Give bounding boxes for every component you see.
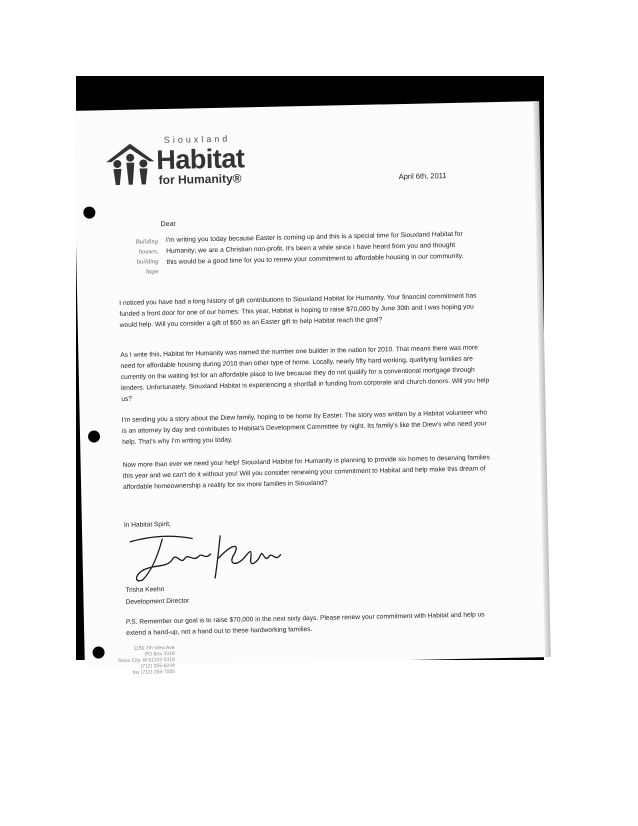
intro-paragraph: I'm writing you today because Easter is coming up and this is a special time for Siouxland Habitat for Humanity; we are a Christian non-profit. It's been a while since I have heard from you and thought this would be a good time for you to renew your commitment to affordable housing in our community. xyxy=(165,230,464,266)
body-paragraph: I noticed you have had a long history of gift contributions to Siouxland Habitat for Humanity. Your financial commitment has funded a front door for one of our homes. This year, Habitat is hoping to raise $70,000 by June 30th and I was hoping you would help. Will you consider a gift of $50 as an Easter gift to help Habitat reach the goal? xyxy=(119,292,477,329)
salutation: Dear xyxy=(160,220,176,229)
closing: In Habitat Spirit, xyxy=(123,520,171,529)
tagline xyxy=(122,237,159,278)
punch-hole xyxy=(88,430,100,442)
tagline-line: hope xyxy=(145,268,159,276)
address-line: Sioux City, IA 51102-3319 xyxy=(117,656,175,665)
postscript: P.S. Remember our goal is to raise $70,000 in the next sixty days. Please renew your commitment with Habitat and help us extend a hand-up, not a hand out to these hardworking families. xyxy=(125,611,485,637)
habitat-logo xyxy=(104,132,305,192)
tagline-line: Building xyxy=(135,238,159,246)
logo-for-humanity: for Humanity® xyxy=(158,171,242,188)
body-paragraph: Now more than ever we need your help! Siouxland Habitat for Humanity is planning to provide six homes to deserving families this year and we can't do it without you! Will you consider renewing your commitment to Habitat and help make this dream of affordable homeownership a reality for six more families in Siouxland? xyxy=(122,454,490,491)
letter-date: April 6th, 2011 xyxy=(398,171,447,182)
scanned-page-frame xyxy=(76,76,544,676)
address-line: PO Box 3319 xyxy=(144,650,175,658)
logo-region: Siouxland xyxy=(163,133,231,146)
tagline-line: building xyxy=(136,258,159,266)
body-paragraph: I'm sending you a story about the Diew family, hoping to be home by Easter. The story was written by a Habitat volunteer who is an attorney by day and contributes to Habitat's Development Committee by night. Its family's like the Diew's who need your help. That's why I'm writing you today. xyxy=(121,409,488,446)
body-paragraph: As I write this, Habitat for Humanity was named the number one builder in the nation for 2010. That means there was more need for affordable housing during 2010 than other type of home. Locally, nearly fifty hard working, qualifying families are currently on the waiting list for an affordable place to live because they do not qualify for a conventional mortgage through lenders. Unfortunately, Siouxland Habitat is experiencing a shortfall in funding from corporate and church donors. Will you help us? xyxy=(120,344,490,403)
letter-page xyxy=(73,101,547,676)
address-line: (712) 255-6244 xyxy=(140,662,175,670)
tagline-line: houses, xyxy=(138,248,159,256)
handwritten-signature xyxy=(122,526,293,586)
signer-title: Development Director xyxy=(125,597,190,606)
logo-habitat: Habitat xyxy=(155,143,245,176)
habitat-people-icon xyxy=(104,141,157,186)
paper-edge xyxy=(533,101,551,657)
signer-name: Trisha Keehn xyxy=(125,586,165,594)
address-block xyxy=(104,645,175,676)
punch-hole xyxy=(83,206,95,218)
address-line: 1150 7th View Ave xyxy=(133,644,175,652)
address-line: fax (712) 255-7055 xyxy=(132,668,176,676)
punch-hole xyxy=(92,646,104,658)
